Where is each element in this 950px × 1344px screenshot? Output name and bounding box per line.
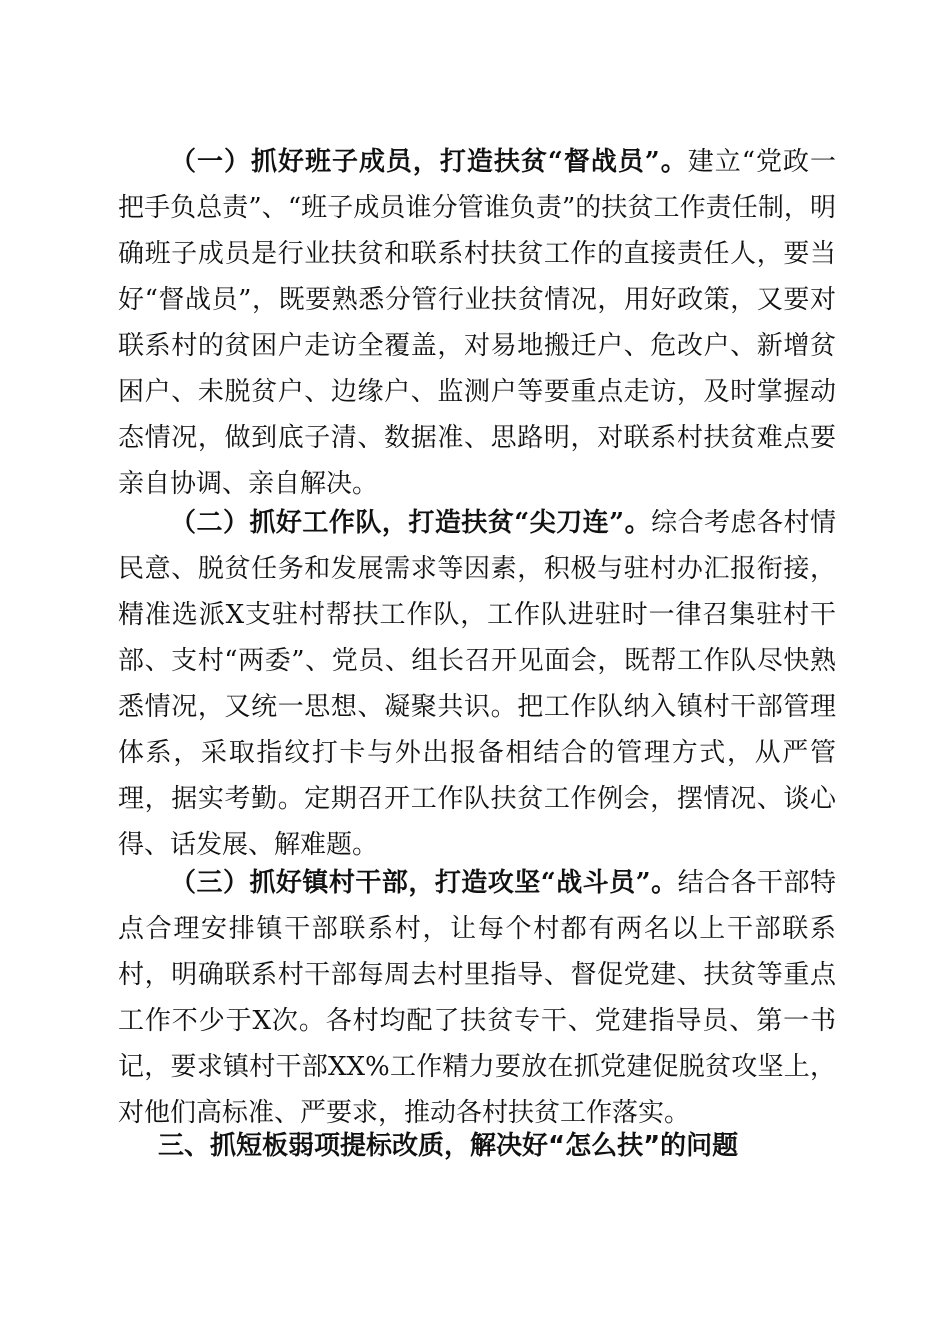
- paragraph-3-body: 结合各干部特点合理安排镇干部联系村，让每个村都有两名以上干部联系村，明确联系村干部每周去村里指导、督促党建、扶贫等重点工作不少于X次。各村均配了扶贫专干、党建指导员、第一书记，要求镇村干部XX%工作精力要放在抓党建促脱贫攻坚上，对他们高标准、严要求，推动各村扶贫工作落实。: [118, 868, 836, 1128]
- paragraph-1: [118, 139, 836, 507]
- paragraph-2-body: 综合考虑各村情民意、脱贫任务和发展需求等因素，积极与驻村办汇报衔接，精准选派X支驻村帮扶工作队，工作队进驻时一律召集驻村干部、支村“两委”、党员、组长召开见面会，既帮工作队尽快熟悉情况，又统一思想、凝聚共识。把工作队纳入镇村干部管理体系，采取指纹打卡与外出报备相结合的管理方式，从严管理，据实考勤。定期召开工作队扶贫工作例会，摆情况、谈心得、话发展、解难题。: [118, 508, 836, 860]
- paragraph-3-lead: （三）抓好镇村干部，打造攻坚“战斗员”。: [170, 868, 678, 898]
- section-heading-3: 三、抓短板弱项提标改质，解决好“怎么扶”的问题: [158, 1131, 739, 1161]
- paragraph-3: [118, 860, 836, 1136]
- paragraph-1-body: 建立“党政一把手负总责”、“班子成员谁分管谁负责”的扶贫工作责任制，明确班子成员是行业扶贫和联系村扶贫工作的直接责任人，要当好“督战员”，既要熟悉分管行业扶贫情况，用好政策，又要对联系村的贫困户走访全覆盖，对易地搬迁户、危改户、新增贫困户、未脱贫户、边缘户、监测户等要重点走访，及时掌握动态情况，做到底子清、数据准、思路明，对联系村扶贫难点要亲自协调、亲自解决。: [118, 147, 836, 499]
- paragraph-1-lead: （一）抓好班子成员，打造扶贫“督战员”。: [170, 147, 688, 177]
- paragraph-2: [118, 500, 836, 868]
- paragraph-2-lead: （二）抓好工作队，打造扶贫“尖刀连”。: [170, 508, 652, 538]
